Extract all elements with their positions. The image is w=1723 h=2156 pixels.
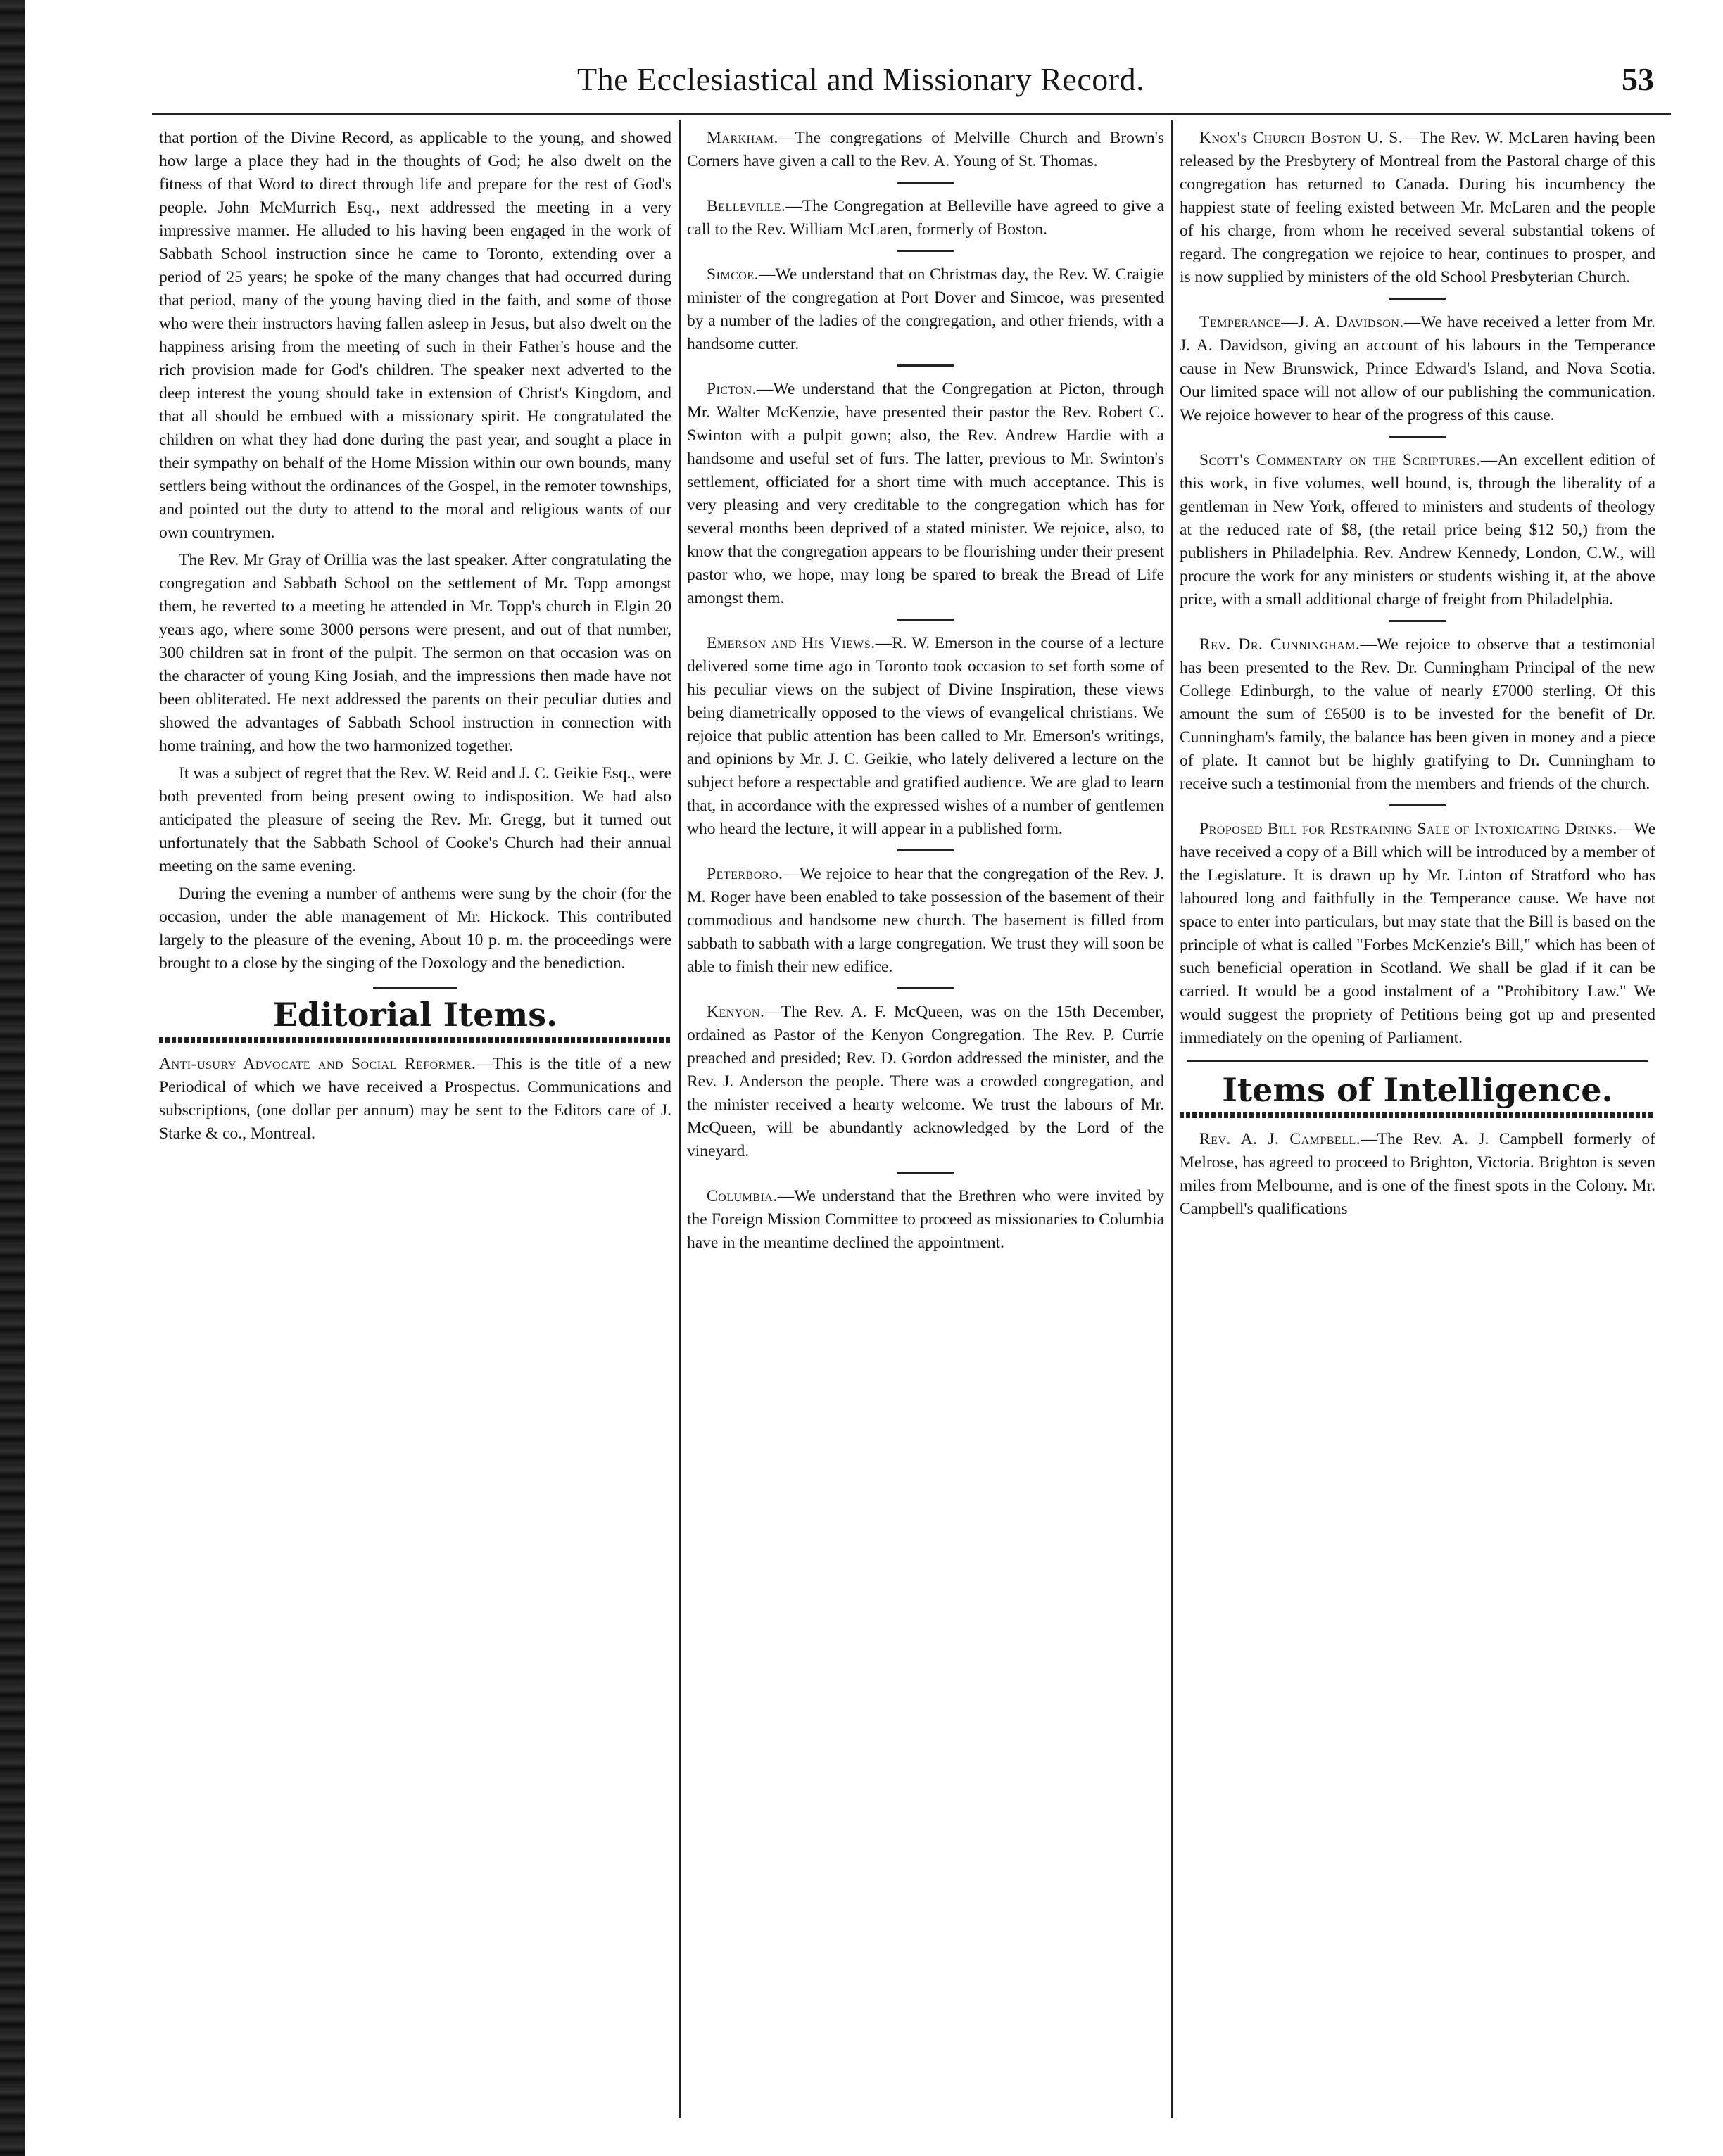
item-separator — [897, 619, 954, 621]
item-heading: Proposed Bill for Restraining Sale of Intoxicating Drinks. — [1199, 820, 1617, 838]
item-body: —We rejoice to hear that the congregation of the Rev. J. M. Roger have been enabled to take possession of the basement of their commodious and handsome new church. The basement is filled from sabbath to sabbath with a large congregation. We trust they will soon be able to finish their new edifice. — [687, 865, 1164, 976]
running-header — [577, 61, 1654, 110]
page-binding-edge — [0, 0, 25, 2156]
item-body: —The Rev. A. F. McQueen, was on the 15th December, ordained as Pastor of the Kenyon Congregation. The Rev. P. Currie preached and presided; Rev. D. Gordon addressed the minister, and the Rev. J. Anderson the people. There was a crowded congregation, and the minister received a hearty welcome. We trust the labours of Mr. McQueen, will be abundantly acknowledged by the Lord of the vineyard. — [687, 1003, 1164, 1160]
paragraph: that portion of the Divine Record, as applicable to the young, and showed how large a place they had in the thoughts of God; he also dwelt on the fitness of that Word to direct through life and prepare for the rest of God's people. John McMurrich Esq., next addressed the meeting in a very impressive manner. He alluded to his having been engaged in the work of Sabbath School instruction since he came to Toronto, extending over a period of 25 years; he spoke of the many changes that had occurred during that period, many of the young having died in the faith, and some of those who were their instructors having fallen asleep in Jesus, but also dwelt on the happiness arising from the meeting of such in their Father's house and the rich provision made for God's children. The speaker next adverted to the deep interest the young should take in extension of Christ's Kingdom, and that all should be embued with a missionary spirit. He congratulated the children on what they had done during the past year, and sought a place in their sympathy on behalf of the Home Mission within our own bounds, many settlers being without the ordinances of the Gospel, in the remoter townships, and pointed out the duty to attend to the moral and religious wants of our own countrymen. — [159, 129, 671, 542]
column-3 — [1180, 127, 1655, 2097]
column-1 — [159, 127, 671, 2097]
news-item — [687, 1001, 1164, 1163]
wavy-rule — [1180, 1112, 1655, 1118]
paragraph: During the evening a number of anthems were sung by the choir (for the occasion, under the able management of Mr. Hickock. This contributed largely to the pleasure of the evening, About 10 p. m. the proceedings were brought to a close by the singing of the Doxology and the benediction. — [159, 884, 671, 972]
item-separator — [897, 364, 954, 367]
paragraph: It was a subject of regret that the Rev. W. Reid and J. C. Geikie Esq., were both prevented from being present owing to indisposition. We had also anticipated the pleasure of seeing the Rev. Mr. Gregg, but it turned out unfortunately that the Sabbath School of Cooke's Church had their annual meeting on the same evening. — [159, 764, 671, 875]
item-body: —The Congregation at Belleville have agreed to give a call to the Rev. William McLaren, formerly of Boston. — [687, 197, 1164, 239]
item-separator — [1389, 436, 1446, 438]
item-heading: Rev. A. J. Campbell. — [1199, 1130, 1361, 1148]
item-heading: Picton. — [707, 380, 757, 398]
journal-title: The Ecclesiastical and Missionary Record. — [577, 61, 1145, 97]
item-body: —The congregations of Melville Church and Brown's Corners have given a call to the Rev. A. Young of St. Thomas. — [687, 129, 1164, 170]
item-body: —We understand that the Brethren who were invited by the Foreign Mission Committee to proceed as missionaries to Columbia have in the meantime declined the appointment. — [687, 1187, 1164, 1252]
item-body: —We have received a copy of a Bill which will be introduced by a member of the Legislature. It is drawn up by Mr. Linton of Stratford who has laboured long and faithfully in the Temperance cause. We have not space to enter into particulars, but may state that the Bill is based on the principle of what is called "Forbes McKenzie's Bill," which has been of such beneficial operation in Scotland. We shall be glad if it can be carried. It would be a good instalment of a "Prohibitory Law." We would suggest the propriety of Petitions being got up and presented immediately on the opening of Parliament. — [1180, 820, 1655, 1047]
item-separator — [897, 987, 954, 989]
news-item — [1180, 818, 1655, 1050]
news-item — [1180, 449, 1655, 611]
item-separator — [1389, 620, 1446, 622]
section-rule — [1187, 1060, 1648, 1062]
header-rule — [152, 113, 1671, 115]
item-body: —We rejoice to observe that a testimonial has been presented to the Rev. Dr. Cunningham Principal of the new College Edinburgh, to the value of nearly £7000 sterling. Of this amount the sum of £6500 is to be invested for the benefit of Dr. Cunningham's family, the balance has been given in money and a piece of plate. It cannot but be highly gratifying to Dr. Cunningham to receive such a testimonial from the members and friends of the church. — [1180, 635, 1655, 793]
item-separator — [1389, 298, 1446, 300]
item-body: —We understand that the Congregation at Picton, through Mr. Walter McKenzie, have presented their pastor the Rev. Robert C. Swinton with a pulpit gown; also, the Rev. Andrew Hardie with a handsome and useful set of furs. The latter, previous to Mr. Swinton's settlement, officiated for a short time with much acceptance. This is very pleasing and very creditable to the congregation which has for several months been deprived of a stated minister. We rejoice, also, to know that the congregation appears to be flourishing under their present pastor who, we hope, may long be spared to break the Bread of Life amongst them. — [687, 380, 1164, 607]
item-heading: Markham. — [707, 129, 778, 147]
page-number: 53 — [1622, 61, 1654, 97]
item-heading: Peterboro. — [707, 865, 783, 883]
item-separator — [897, 1172, 954, 1174]
news-item — [687, 863, 1164, 979]
news-item — [687, 632, 1164, 841]
section-heading-items-of-intelligence: Items of Intelligence. — [1222, 1071, 1613, 1109]
item-body: —This is the title of a new Periodical of which we have received a Prospectus. Communications and subscriptions, (one dollar per annum) may be sent to the Editors care of J. Starke & co., Montreal. — [159, 1055, 671, 1143]
item-body: —R. W. Emerson in the course of a lecture delivered some time ago in Toronto took occasion to set forth some of his peculiar views on the subject of Divine Inspiration, these views being diametrically opposed to the views of evangelical christians. We rejoice that public attention has been called to Mr. Emerson's writings, and opinions by Mr. J. C. Geikie, who lately delivered a lecture on the subject before a respectable and gratified audience. We are glad to learn that, in accordance with the expressed wishes of a number of gentlemen who heard the lecture, it will appear in a published form. — [687, 634, 1164, 838]
item-body: —We have received a letter from Mr. J. A. Davidson, giving an account of his labours in the Temperance cause in New Brunswick, Prince Edward's Island, and Nova Scotia. Our limited space will not allow of our publishing the communication. We rejoice however to hear of the progress of this cause. — [1180, 313, 1655, 424]
item-body: —The Rev. A. J. Campbell formerly of Melrose, has agreed to proceed to Brighton, Victoria. Brighton is seven miles from Melbourne, and is one of the finest spots in the Colony. Mr. Campbell's qualifications — [1180, 1130, 1655, 1218]
item-heading: Scott's Commentary on the Scriptures. — [1199, 451, 1481, 469]
item-separator — [897, 849, 954, 851]
item-body: —The Rev. W. McLaren having been released by the Presbytery of Montreal from the Pastoral charge of this congregation has returned to Canada. During his incumbency the happiest state of feeling existed between Mr. McLaren and the people of his charge, from whom he received several substantial tokens of regard. The congregation we rejoice to hear, continues to prosper, and is now supplied by ministers of the old School Presbyterian Church. — [1180, 129, 1655, 286]
ornament-rule — [373, 987, 457, 989]
news-item — [687, 195, 1164, 241]
item-heading: Knox's Church Boston U. S. — [1199, 129, 1403, 147]
column-2 — [687, 127, 1164, 2097]
item-separator — [897, 182, 954, 184]
section-heading-editorial-items: Editorial Items. — [272, 996, 558, 1034]
news-item — [159, 1053, 671, 1146]
column-rule-2 — [1171, 120, 1173, 2118]
item-heading: Simcoe. — [707, 265, 759, 284]
item-heading: Belleville. — [707, 197, 786, 215]
item-separator — [897, 250, 954, 252]
news-item — [1180, 1128, 1655, 1221]
item-body: —We understand that on Christmas day, the Rev. W. Craigie minister of the congregation at Port Dover and Simcoe, was presented by a number of the ladies of the congregation, and other friends, with a handsome cutter. — [687, 265, 1164, 353]
paragraph: The Rev. Mr Gray of Orillia was the last speaker. After congratulating the congregation and Sabbath School on the settlement of Mr. Topp amongst them, he reverted to a meeting he attended in Mr. Topp's church in Elgin 20 years ago, where some 3000 persons were present, and out of that number, 300 children sat in front of the pulpit. The sermon on that occasion was on the character of young King Josiah, and the impressions then made have not been obliterated. He next addressed the parents on their peculiar duties and showed the advantages of Sabbath School instruction in connection with home training, and how the two harmonized together. — [159, 551, 671, 755]
news-item — [687, 1185, 1164, 1255]
item-body: —An excellent edition of this work, in five volumes, well bound, is, through the liberality of a gentleman in New York, offered to ministers and students of theology at the reduced rate of $8, (the retail price being $12 50,) from the publishers in Philadelphia. Rev. Andrew Kennedy, London, C.W., will procure the work for any ministers or students wishing it, at the above price, with a small additional charge of freight from Philadelphia. — [1180, 451, 1655, 609]
news-item — [687, 127, 1164, 173]
news-item — [687, 378, 1164, 610]
item-separator — [1389, 804, 1446, 806]
item-heading: Columbia. — [707, 1187, 778, 1205]
item-heading: Emerson and His Views. — [707, 634, 876, 652]
news-item — [1180, 633, 1655, 796]
item-heading: Rev. Dr. Cunningham. — [1199, 635, 1361, 654]
item-heading: Anti-usury Advocate and Social Reformer. — [159, 1055, 476, 1073]
item-heading: Temperance—J. A. Davidson. — [1199, 313, 1404, 331]
news-item — [1180, 311, 1655, 427]
column-rule-1 — [679, 120, 681, 2118]
item-heading: Kenyon. — [707, 1003, 765, 1021]
wavy-rule — [159, 1037, 671, 1043]
news-item — [1180, 127, 1655, 289]
news-item — [687, 263, 1164, 356]
